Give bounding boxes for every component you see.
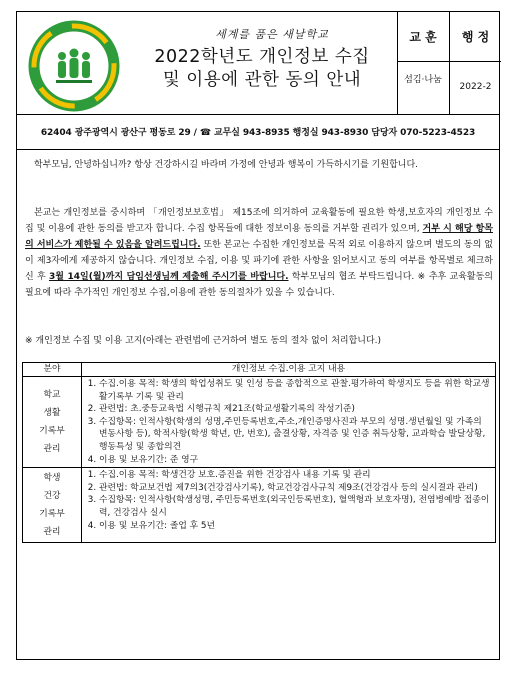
refusal-notice: 거부 시 해당 항목의 서비스가 제한될 수 있음을 알려드립니다. <box>25 224 493 250</box>
privacy-notice-table <box>22 362 496 543</box>
body-paragraph: 본교는 개인정보를 중시하며 「개인정보보호법」 제15조에 의거하여 교육활동에 필요한 학생,보호자의 개인정보 수집 및 이용에 관한 동의를 받고자 합니다. 수집 항목들에 대한 정보이용 동의를 거부할 권리가 있으며, 거부 시 해당 항목의 서비스가 제한될 수 있음을 알려드립니다. 또한 본교는 수집한 개인정보를 목적 외로 이용하지 않으며 별도의 동의 없이 제3자에게 제공하지 않습니다. 개인정보 수집, 이용 및 파기에 관한 사항을 읽어보시고 동의 여부를 항목별로 체크하신 후 3월 14일(월)까지 담임선생님께 제출해 주시기를 바랍니다. 학부모님의 협조 부탁드립니다. ※ 추후 교육활동의 필요에 따라 추가적인 개인정보 수집,이용에 관한 동의절차가 있을 수 있습니다. <box>25 208 493 298</box>
stamp-cell-value: 섬김·나눔 <box>404 75 442 85</box>
stamp-cell-admin: 행 정 <box>461 30 490 44</box>
stamp-cell-doc-number: 2022-2 <box>459 82 492 92</box>
page-title <box>117 46 407 92</box>
notice-paragraph: ※ 개인정보 수집 및 이용 고지(아래는 관련법에 근거하여 별도 동의 절차 없이 처리합니다.) <box>25 336 382 346</box>
list-item: 4. 이용 및 보유기간: 준 영구 <box>99 454 492 467</box>
school-logo <box>28 20 120 112</box>
list-item: 1. 수집.이용 목적: 학생건강 보호.증진을 위한 건강검사 내용 기록 및 관리 <box>99 469 492 482</box>
list-item: 2. 관련법: 초.중등교육법 시행규칙 제21조(학교생활기록의 작성기준) <box>99 403 492 416</box>
title-line-2: 및 이용에 관한 동의 안내 <box>162 70 362 90</box>
title-line-1: 2022학년도 개인정보 수집 <box>154 47 370 67</box>
area-cell: 학교 생활 기록부 관리 <box>23 377 82 468</box>
list-item: 4. 이용 및 보유기간: 졸업 후 5년 <box>99 520 492 533</box>
document-frame <box>16 11 500 660</box>
divider <box>17 149 499 150</box>
area-cell: 학생 건강 기록부 관리 <box>23 468 82 543</box>
content-cell <box>82 377 496 468</box>
list-item: 3. 수집항목: 인적사항(학생성명, 주민등록번호(외국인등록번호), 혈액형과 보호자명), 전염병예방 접종이력, 건강검사 실시 <box>99 494 492 519</box>
list-item: 1. 수집.이용 목적: 학생의 학업성취도 및 인성 등을 종합적으로 관찰.평가하여 학생지도 등을 위한 학교생활기록부 기록 및 관리 <box>99 378 492 403</box>
list-item: 3. 수집항목: 인적사항(학생의 성명,주민등록번호,주소,개인증명사진과 부모의 성명.생년월일 및 가족의 변동사항 등), 학적사항(학생 학년, 반, 번호), 출결상황, 자격증 및 인증 취득상황, 교과학습 발달상황, 행동특성 및 종합의견 <box>99 416 492 454</box>
contact-info: 62404 광주광역시 광산구 평동로 29 / ☎ 교무실 943-8935 행정실 943-8930 담당자 070-5223-4523 <box>40 128 476 138</box>
school-name: 세계를 품은 새날학교 <box>215 28 329 41</box>
table-header-row <box>23 363 496 377</box>
approval-stamp-box <box>397 12 501 114</box>
table-row <box>23 377 496 468</box>
column-header-content: 개인정보 수집.이용 고지 내용 <box>82 363 496 377</box>
table-row <box>23 468 496 543</box>
divider <box>17 114 499 115</box>
stamp-cell-motto: 교 훈 <box>409 30 437 44</box>
content-cell <box>82 468 496 543</box>
list-item: 2. 관련법: 학교보건법 제7의3(건강검사기록), 학교건강검사규칙 제9조(건강검사 등의 실시결과 관리) <box>99 482 492 495</box>
document-header <box>17 12 499 114</box>
greeting-paragraph: 학부모님, 안녕하십니까? 항상 건강하시길 바라며 가정에 안녕과 행복이 가득하시기를 기원합니다. <box>34 160 419 170</box>
deadline-notice: 3월 14일(월)까지 담임선생님께 제출해 주시기를 바랍니다. <box>48 272 289 282</box>
column-header-area: 분야 <box>23 363 82 377</box>
